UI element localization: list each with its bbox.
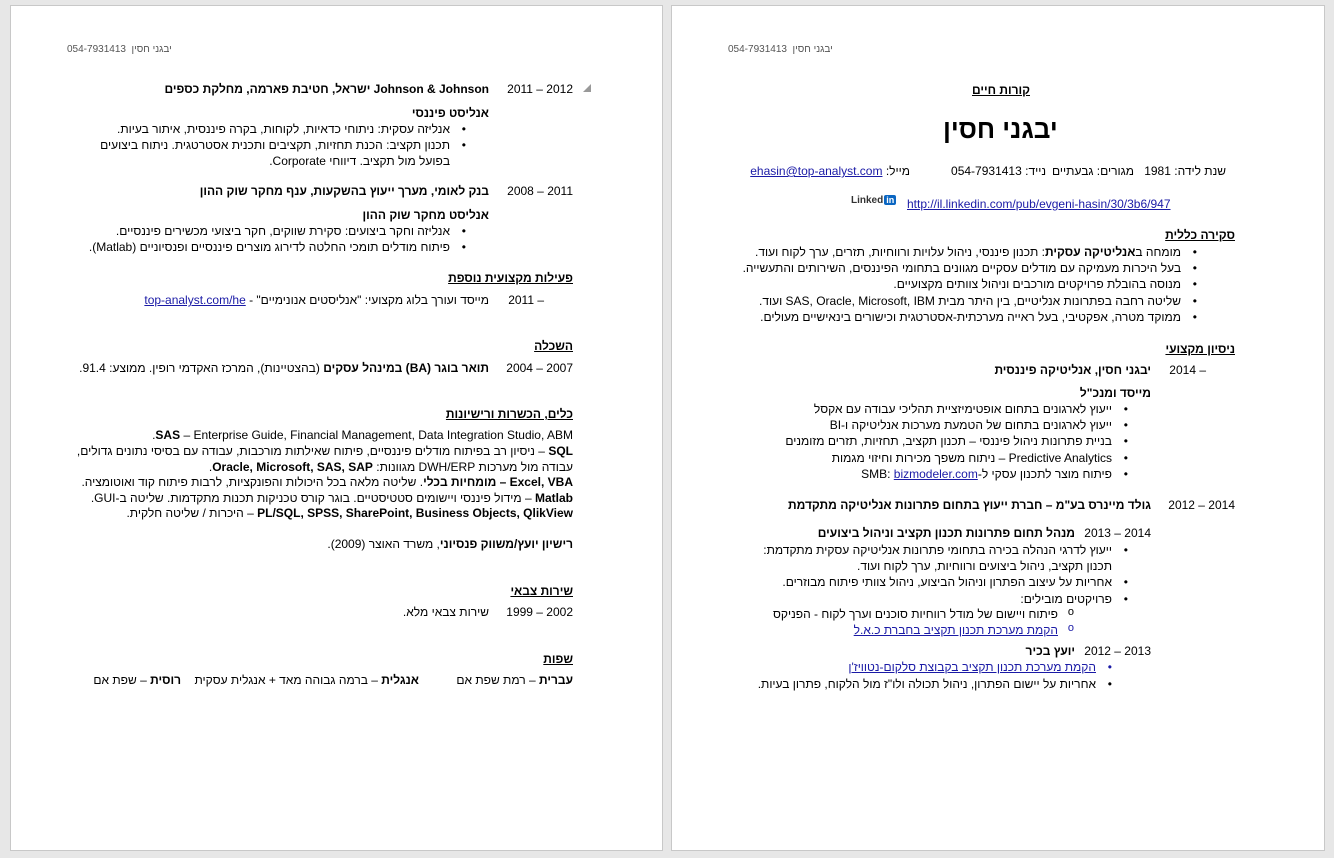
list-item: • ממוקד מטרה, אפקטיבי, בעל ראייה מערכתית-אסטרטגית וכישורים בינאישיים מעולים. — [760, 310, 1181, 324]
edu-text — [79, 361, 489, 375]
tool-name: SQL — [548, 444, 573, 458]
cellcom-project-link[interactable]: • הקמת מערכת תכנון תקציב בקבוצת סלקום-נטוויז'ן — [848, 660, 1096, 674]
residence-label: מגורים: — [1096, 164, 1134, 178]
email-link[interactable]: ehasin@top-analyst.com — [750, 164, 883, 178]
page-header — [67, 44, 172, 55]
job-title: בנק לאומי, מערך ייעוץ בהשקעות, ענף מחקר שוק ההון — [199, 184, 489, 198]
kal-project-link[interactable]: o הקמת מערכת תכנון תקציב בחברת כ.א.ל — [854, 623, 1058, 637]
list-item: • פיתוח מודלים תומכי החלטה לדירוג מוצרים פיננסיים ופנסיוניים (Matlab). — [89, 240, 450, 254]
section-heading-overview: סקירה כללית — [1165, 228, 1235, 242]
tool-details: – Enterprise Guide, Financial Management, Data Integration Studio, ABM. — [152, 428, 573, 442]
list-item: • שליטה רחבה בפתרונות אנליטיים, בין היתר מבית SAS, Oracle, Microsoft, IBM ועוד. — [759, 294, 1181, 308]
mobile-label: נייד: — [1025, 164, 1046, 178]
language-level: – שפת אם — [93, 673, 151, 687]
language-name: רוסית — [150, 673, 181, 687]
job-years: 2014 – — [1169, 363, 1206, 377]
page-header — [728, 44, 833, 55]
header-phone: 054-7931413 — [67, 44, 126, 55]
document-page-1 — [671, 5, 1325, 851]
header-name: יבגני חסין — [131, 44, 172, 55]
tool-name: Excel, VBA – מומחיות בכלי — [423, 475, 573, 489]
list-item: • ייעוץ לארגונים בתחום של הטמעת מערכות אנליטיקה ו-BI — [830, 418, 1112, 432]
tool-details: – מידול פיננסי ויישומים סטטיסטיים. בוגר קורס טכניקות תכנות מתקדמות. שליטה ב-GUI. — [90, 491, 535, 505]
edu-years: 2004 – 2007 — [506, 361, 573, 375]
license-line — [327, 537, 573, 551]
job-role: אנליסט פיננסי — [411, 106, 489, 120]
list-item — [755, 245, 1181, 259]
role-title: מנהל תחום פתרונות תכנון תקציב וניהול ביצועים — [817, 526, 1075, 540]
job-title: יבגני חסין, אנליטיקה פיננסית — [994, 363, 1151, 377]
job-role: מייסד ומנכ"ל — [1079, 386, 1151, 400]
document-page-2 — [10, 5, 663, 851]
collapse-caret-icon[interactable] — [583, 84, 591, 92]
language-name: אנגלית — [381, 673, 419, 687]
tool-details: עבודה מול מערכות DWH/ERP מגוונות: — [372, 460, 573, 474]
birth-label: שנת לידה: — [1174, 164, 1226, 178]
linkedin-link[interactable]: http://il.linkedin.com/pub/evgeni-hasin/30/3b6/947 — [907, 197, 1171, 211]
mobile-value: 054-7931413 — [951, 164, 1022, 178]
job-years: 2012 – 2014 — [1168, 498, 1235, 512]
birth-value: 1981 — [1144, 164, 1171, 178]
degree: תואר בוגר (BA) במינהל עסקים — [323, 361, 489, 375]
section-heading-education: השכלה — [534, 339, 573, 353]
email — [750, 164, 910, 178]
overview-text: : תכנון פיננסי, ניהול עלויות ורווחיות, תזרים, ערך לקוח ועוד. — [754, 245, 1045, 259]
overview-bold: אנליטיקה עסקית — [1044, 245, 1136, 259]
extra-years: 2011 – — [508, 293, 544, 307]
tool-line: עבודה מול מערכות DWH/ERP מגוונות: Oracle, Microsoft, SAS, SAP. — [208, 460, 573, 474]
birth-year — [1144, 164, 1226, 178]
license-details: , משרד האוצר (2009). — [327, 537, 440, 551]
cv-label: קורות חיים — [972, 83, 1030, 97]
list-item: • אנליזה עסקית: ניתוחי כדאיות, לקוחות, בקרה פיננסית, איתור בעיות. — [117, 122, 450, 136]
tool-name: PL/SQL, SPSS, SharePoint, Business Objects, QlikView — [257, 506, 573, 520]
list-item: • בניית פתרונות ניהול פיננסי – תכנון תקציב, תחזיות, תזרים מזומנים — [785, 434, 1112, 448]
tool-details: – ניסיון רב בפיתוח מודלים פיננסיים, פיתוח שאילתות מורכבות, עבודה עם בסיסי נתונים גדולים, — [76, 444, 549, 458]
role-years: 2013 – 2014 — [1084, 526, 1151, 540]
overview-text: מומחה ב — [1135, 245, 1181, 259]
language-item — [194, 673, 419, 687]
tool-details: . שליטה מלאה בכל היכולות והפונקציות, לרבות פיתוח קוד ואוטומציה. — [81, 475, 424, 489]
tool-line — [126, 506, 573, 520]
list-item: • בעל היכרות מעמיקה עם מודלים עסקיים מגוונים בתחומי הפיננסים, השירותים והתעשייה. — [743, 261, 1181, 275]
linkedin-logo-badge: in — [886, 195, 895, 205]
section-heading-tools: כלים, הכשרות ורישיונות — [445, 407, 573, 421]
section-heading-experience: ניסיון מקצועי — [1165, 342, 1235, 356]
section-heading-extra: פעילות מקצועית נוספת — [448, 271, 573, 285]
bizmodeler-link[interactable]: bizmodeler.com — [893, 467, 978, 481]
language-name: עברית — [538, 673, 573, 687]
list-item: • תכנון תקציב: הכנת תחזיות, תקציבים ותכנית אסטרטגית. ניתוח ביצועים — [100, 138, 450, 152]
tool-line — [152, 428, 573, 442]
list-item-continuation: בפועל מול תקציב. דיווחי Corporate. — [269, 154, 450, 168]
license-name: רישיון יועץ/משווק פנסיוני — [439, 537, 573, 551]
sub-list-item: o פיתוח ויישום של מודל רווחיות סוכנים וערך לקוח - הפניקס — [773, 607, 1058, 621]
list-item: • ייעוץ לארגונים בתחום אופטימיזציית תהליכי עבודה עם אקסל — [814, 402, 1112, 416]
army-years: 1999 – 2002 — [506, 605, 573, 619]
list-item-continuation: תכנון תקציב, ניהול ביצועים ורווחיות, ערך לקוח ועוד. — [857, 559, 1112, 573]
job-years: 2011 – 2012 — [507, 82, 573, 96]
linkedin-logo-icon — [851, 195, 896, 206]
tool-line — [91, 491, 573, 505]
language-level: – רמת שפת אם — [456, 673, 539, 687]
tool-line — [81, 475, 573, 489]
list-item-text: פיתוח מוצר לתכנון עסקי ל-SMB: — [861, 467, 1112, 481]
list-item: • מנוסה בהובלת פרויקטים מורכבים וניהול צוותים מקצועיים. — [893, 277, 1181, 291]
list-item: • פרויקטים מובילים: — [1020, 592, 1112, 606]
tool-name: SAS — [155, 428, 181, 442]
email-label: מייל: — [885, 164, 910, 178]
role-years: 2012 – 2013 — [1084, 644, 1151, 658]
linkedin-logo-text: Linked — [851, 195, 884, 206]
list-item: • אחריות על יישום הפתרון, ניהול תכולה ולו"ז מול הלקוח, פתרון בעיות. — [758, 677, 1096, 691]
extra-text — [144, 293, 489, 307]
list-item: • ייעוץ לדרגי הנהלה בכירה בתחומי פתרונות אנליטיקה עסקית מתקדמת: — [763, 543, 1112, 557]
page-title: יבגני חסין — [943, 114, 1058, 144]
tool-line — [77, 444, 573, 458]
language-level: – ברמה גבוהה מאד + אנגלית עסקית — [194, 673, 382, 687]
header-name: יבגני חסין — [792, 44, 833, 55]
list-item: • אנליזה וחקר ביצועים: סקירת שווקים, חקר ביצועי מכשירים פיננסיים. — [116, 224, 450, 238]
residence — [1052, 164, 1134, 178]
job-role: אנליסט מחקר שוק ההון — [362, 208, 489, 222]
residence-value: גבעתיים — [1052, 164, 1094, 178]
job-years: 2008 – 2011 — [507, 184, 573, 198]
section-heading-languages: שפות — [543, 652, 573, 666]
list-item: • Predictive Analytics – ניתוח משפך מכירות וחיזוי מגמות — [832, 451, 1112, 465]
tool-name: Oracle, Microsoft, SAS, SAP — [212, 460, 373, 474]
mobile — [951, 164, 1046, 178]
army-text: שירות צבאי מלא. — [402, 605, 489, 619]
blog-link[interactable]: top-analyst.com/he — [144, 293, 246, 307]
degree-details: (בהצטיינות), המרכז האקדמי רופין. ממוצע: 91.4. — [79, 361, 324, 375]
header-phone: 054-7931413 — [728, 44, 787, 55]
job-title: Johnson & Johnson ישראל, חטיבת פארמה, מחלקת כספים — [164, 82, 489, 96]
language-item — [93, 673, 181, 687]
list-item — [861, 467, 1112, 481]
tool-details: – היכרות / שליטה חלקית. — [126, 506, 258, 520]
role-title: יועץ בכיר — [1025, 644, 1075, 658]
job-title: גולד מיינרס בע"מ – חברת ייעוץ בתחום פתרונות אנליטיקה מתקדמת — [787, 498, 1151, 512]
list-item: • אחריות על עיצוב הפתרון וניהול הביצוע, ניהול צוותי פיתוח מבוזרים. — [782, 575, 1112, 589]
section-heading-army: שירות צבאי — [510, 584, 573, 598]
extra-description: מייסד ועורך בלוג מקצועי: "אנליסטים אנונימיים" - — [245, 293, 489, 307]
tool-name: Matlab — [534, 491, 573, 505]
language-item — [456, 673, 573, 687]
